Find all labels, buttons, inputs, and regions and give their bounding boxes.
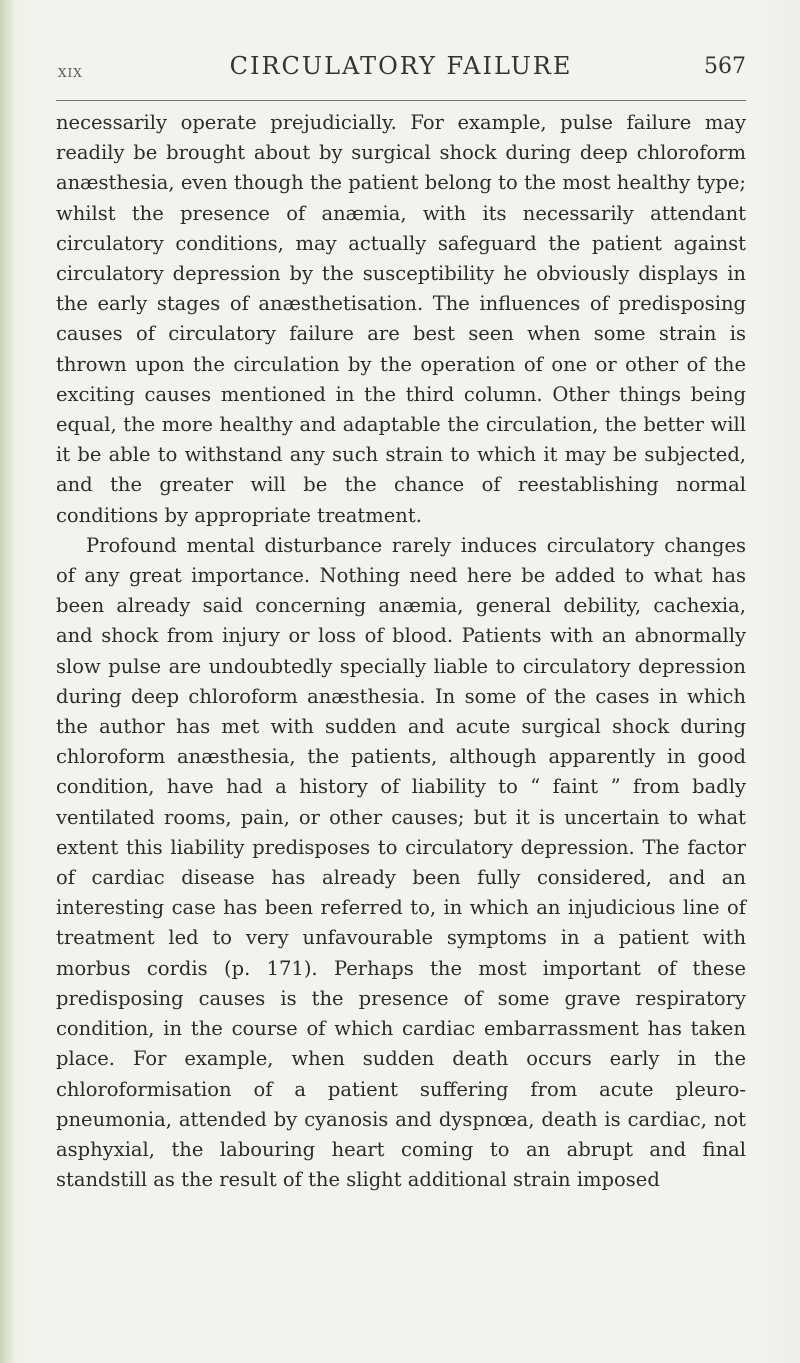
body-text (56, 108, 746, 1195)
paragraph: Profound mental disturbance rarely induces circulatory changes of any great importance. Nothing need here be added to what has been already said concerning anæmia, general debility, cachexia, and shock from injury or loss of blood. Patients with an abnormally slow pulse are undoubtedly specially liable to circulatory depression during deep chloroform anæsthesia. In some of the cases in which the author has met with sudden and acute surgical shock during chloroform anæsthesia, the patients, although apparently in good condition, have had a history of liability to “ faint ” from badly ventilated rooms, pain, or other causes; but it is uncertain to what extent this liability predisposes to circulatory depression. The factor of cardiac disease has already been fully considered, and an interesting case has been referred to, in which an injudicious line of treatment led to very unfavourable symptoms in a patient with morbus cordis (p. 171). Perhaps the most important of these predisposing causes is the presence of some grave respiratory condition, in the course of which cardiac embarrassment has taken place. For example, when sudden death occurs early in the chloroformisation of a patient suffering from acute pleuro-pneumonia, attended by cyanosis and dyspnœa, death is cardiac, not asphyxial, the labouring heart coming to an abrupt and final standstill as the result of the slight additional strain imposed (56, 533, 746, 1192)
running-head (56, 50, 746, 101)
chapter-number: XIX (58, 66, 83, 80)
binding-edge (0, 0, 14, 1363)
page-number: 567 (704, 54, 746, 79)
running-title: CIRCULATORY FAILURE (229, 52, 573, 80)
paragraph: necessarily operate prejudicially. For example, pulse failure may readily be brought about by surgical shock during deep chloroform anæsthesia, even though the patient belong to the most healthy type; whilst the presence of anæmia, with its necessarily attendant circulatory conditions, may actually safeguard the patient against circulatory depression by the susceptibility he obviously displays in the early stages of anæsthetisation. The influences of predisposing causes of circulatory failure are best seen when some strain is thrown upon the circulation by the operation of one or other of the exciting causes mentioned in the third column. Other things being equal, the more healthy and adaptable the circulation, the better will it be able to withstand any such strain to which it may be subjected, and the greater will be the chance of reestablishing normal conditions by appropriate treatment. (56, 111, 746, 527)
